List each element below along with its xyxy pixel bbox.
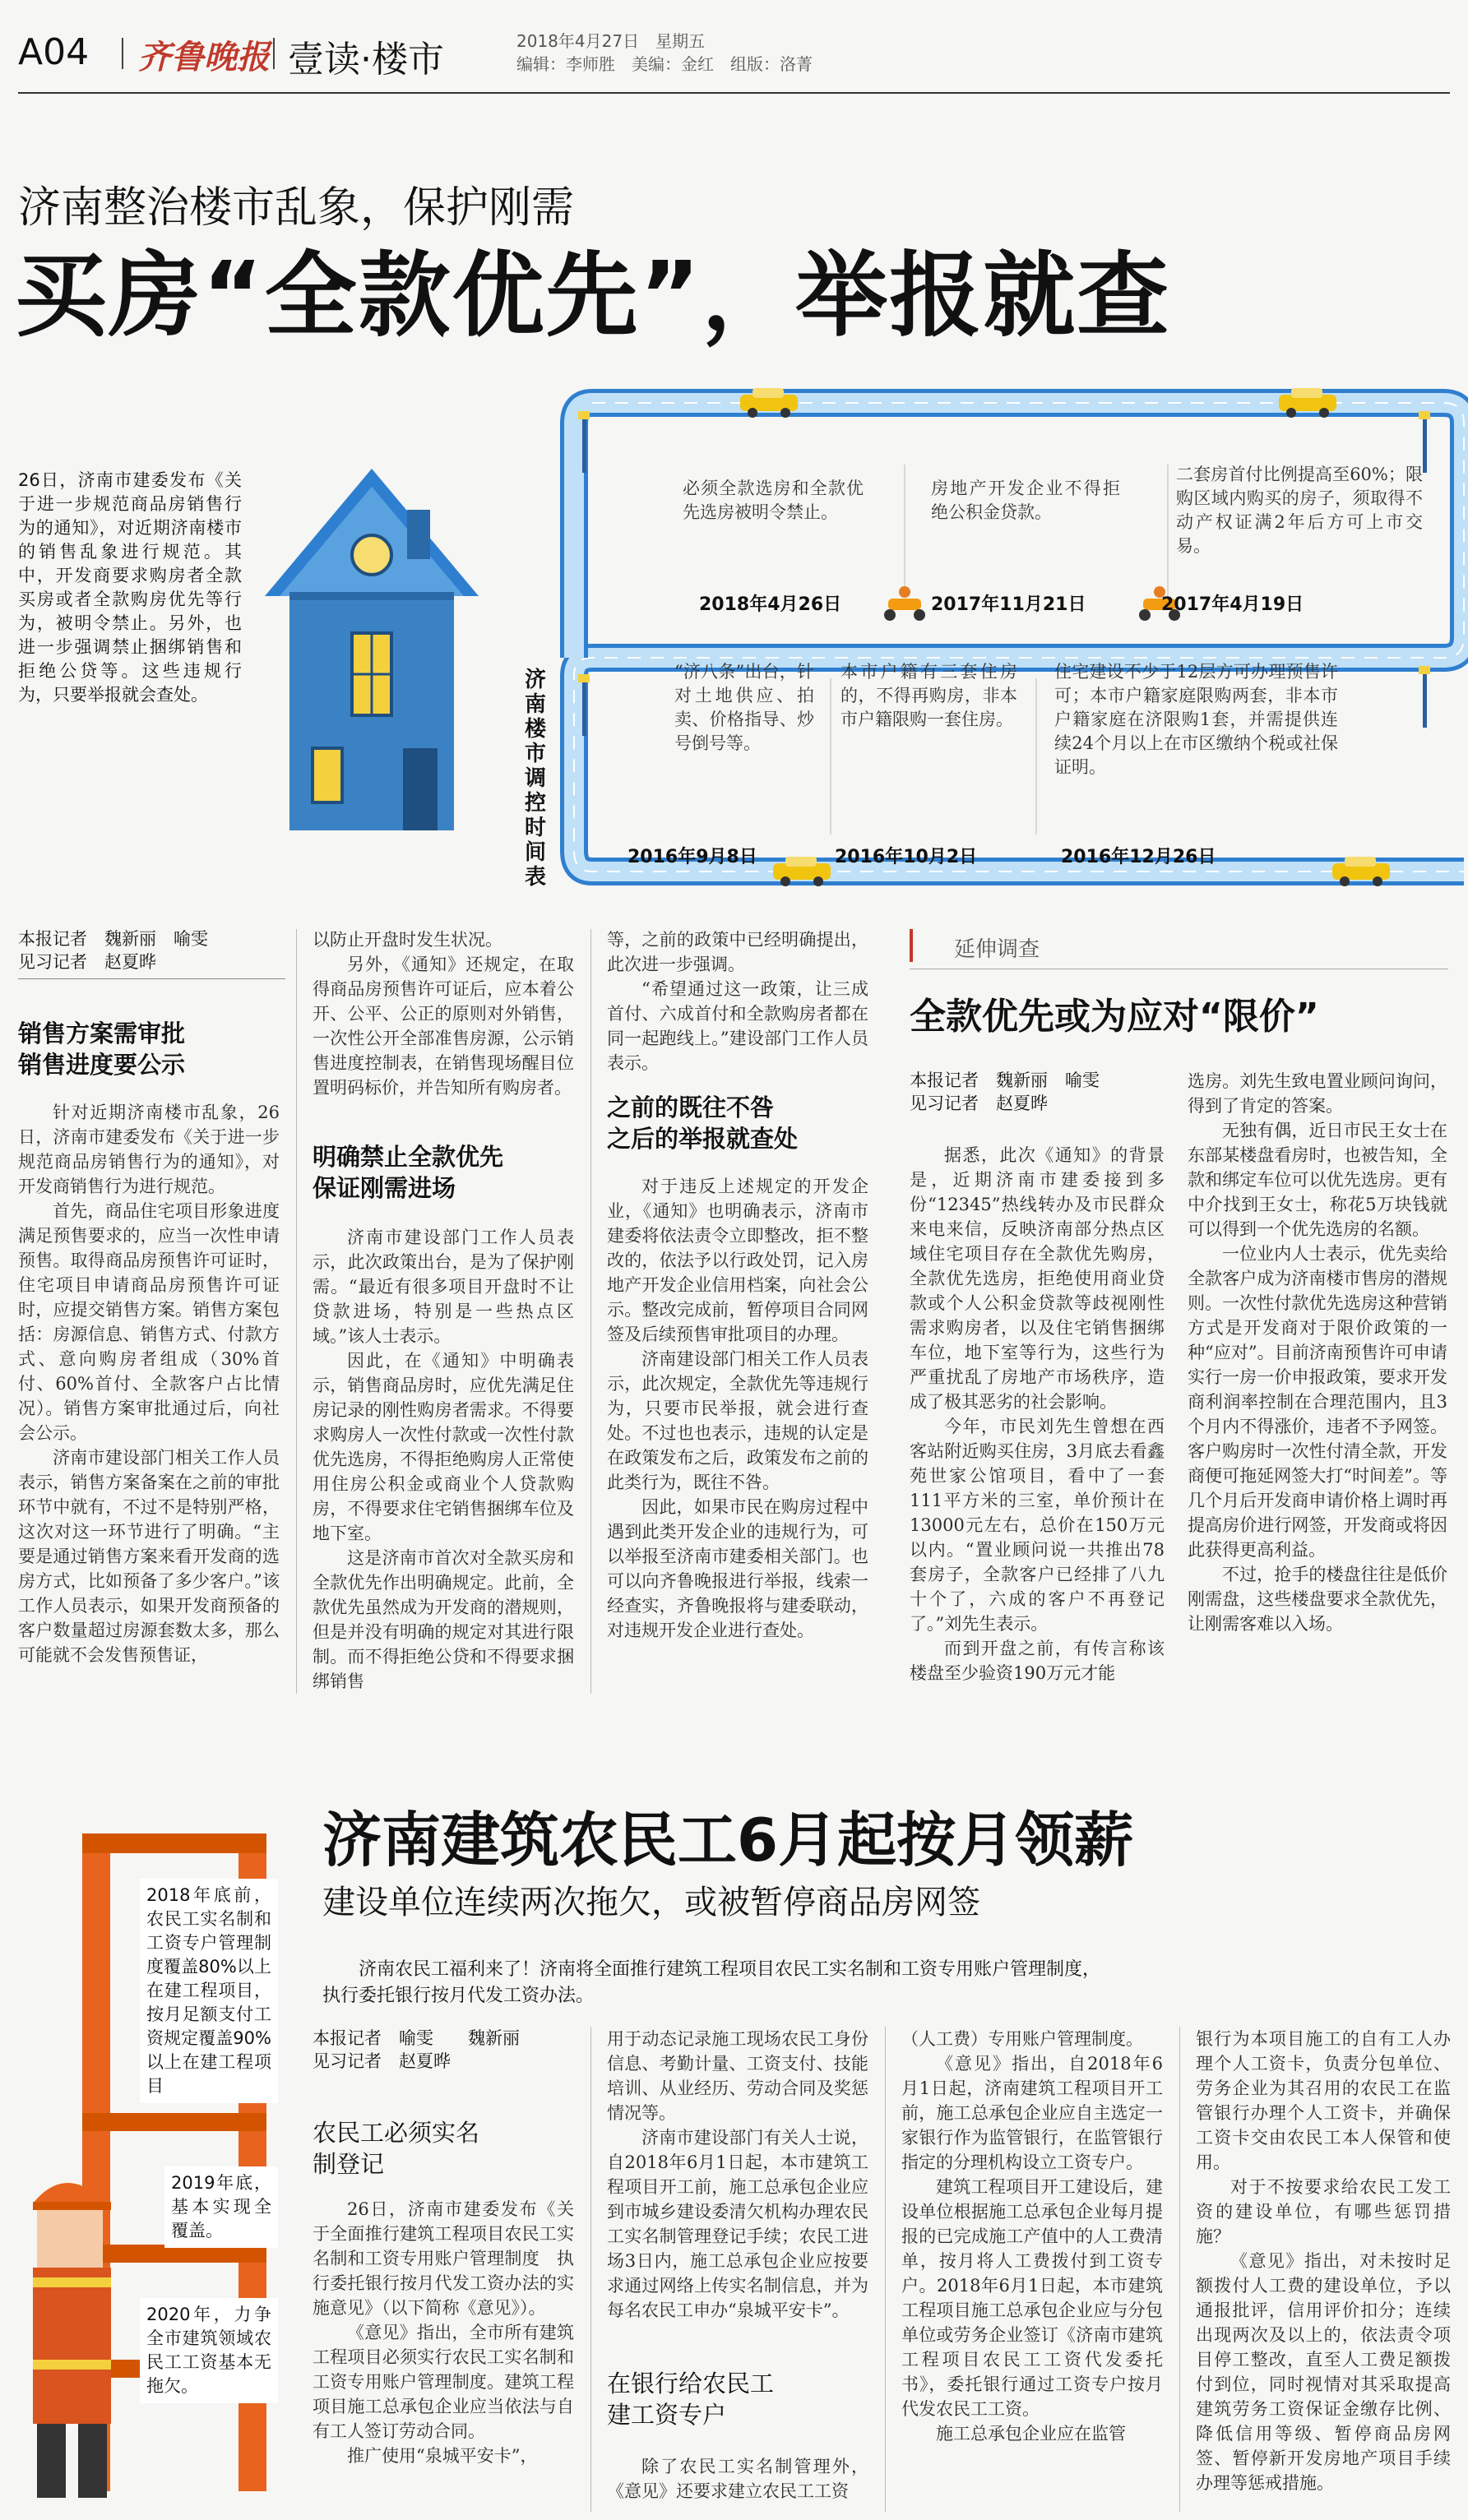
paragraph: 除了农民工实名制管理外，《意见》还要求建立农民工工资: [607, 2457, 868, 2501]
paragraph: 26日，济南市建委发布《关于全面推行建筑工程项目农民工实名制和工资专用账户管理制度 执行委托银行按月代发工资办法的实施意见》（以下简称《意见》）。: [313, 2199, 574, 2318]
timeline-text-6: 住宅建设不少于12层方可办理预售许可；本市户籍家庭限购两套，非本市户籍家庭在济限购1套，并需提供连续24个月以上在市区缴纳个税或社保证明。: [1054, 662, 1338, 777]
story1-subhead-2: 明确禁止全款优先 保证刚需进场: [313, 1143, 504, 1202]
paragraph: 《意见》指出，全市所有建筑工程项目必须实行农民工实名制和工资专用账户管理制度。建筑工程项目施工总承包企业应当依法与自有工人签订劳动合同。: [313, 2323, 574, 2441]
paragraph: 首先，商品住宅项目形象进度满足预售要求的，应当一次性申请预售。取得商品房预售许可证时，住宅项目申请商品房预售许可证时，应提交销售方案。销售方案包括：房源信息、销售方式、付款方式、意向购房者组成（30%首付、60%首付、全款客户占比情况）。销售方案审批通过后，向社会公示。: [18, 1201, 280, 1443]
paragraph: “希望通过这一政策，让三成首付、六成首付和全款购房者都在同一起跑线上。”建设部门工作人员表示。: [607, 979, 868, 1073]
story3-column-2: [607, 2027, 868, 2356]
story3-column-4: [1196, 2027, 1451, 2512]
scooter-icon: [884, 586, 925, 621]
page-number: A04: [18, 31, 90, 73]
timeline-date-1: 2018年4月26日: [699, 594, 842, 615]
story3-deck: 建设单位连续两次拖欠，或被暂停商品房网签: [322, 1884, 980, 1921]
story2-byline-2: 见习记者 赵夏晔: [910, 1094, 1048, 1113]
timeline-text-1: 必须全款选房和全款优先选房被明令禁止。: [683, 479, 864, 522]
hardhat-worker-icon: [33, 2183, 111, 2498]
column-divider: [296, 929, 297, 1694]
paragraph: 对于不按要求给农民工发工资的建设单位，有哪些惩罚措施？: [1196, 2177, 1451, 2246]
paragraph: 施工总承包企业应在监管: [936, 2424, 1126, 2444]
story3-caption-1: 2018年底前，农民工实名制和工资专户管理制度覆盖80%以上在建工程项目，按月足额支付工资规定覆盖90%以上在建工程项目: [140, 1879, 278, 2103]
story1-column-1: [18, 1100, 280, 1692]
story3-column-3: [901, 2027, 1163, 2512]
byline-rule: [18, 978, 285, 979]
timeline-date-5: 2016年10月2日: [835, 847, 978, 867]
header-divider-2: [273, 38, 275, 69]
story3-column-2b: [607, 2454, 868, 2512]
header-rule: [18, 92, 1450, 94]
timeline-date-6: 2016年12月26日: [1061, 847, 1216, 867]
column-divider: [590, 2027, 591, 2512]
timeline-text-5: 本市户籍有三套住房的，不得再购房，非本市户籍限购一套住房。: [841, 662, 1017, 729]
paragraph: 而到开盘之前，有传言称该楼盘至少验资190万元才能: [910, 1639, 1165, 1683]
paragraph: 这是济南市首次对全款买房和全款优先作出明确规定。此前，全款优先虽然成为开发商的潜规则，但是并没有明确的规定对其进行限制。而不得拒绝公贷和不得要求捆绑销售: [313, 1548, 574, 1691]
paragraph: 济南市建设部门有关人士说，自2018年6月1日起，本市建筑工程项目开工前，施工总承包企业应到市城乡建设委清欠机构办理农民工实名制管理登记手续；农民工进场3日内，施工总承包企业应按要求通过网络上传实名制信息，并为每名农民工申办“泉城平安卡”。: [607, 2128, 868, 2320]
story2-byline-1: 本报记者 魏新丽 喻雯: [910, 1070, 1100, 1090]
story1-column-3: [607, 927, 868, 1100]
paragraph: 不过，抢手的楼盘往往是低价刚需盘，这些楼盘要求全款优先，让刚需客难以入场。: [1188, 1565, 1447, 1634]
paragraph: 对于违反上述规定的开发企业，《通知》也明确表示，济南市建委将依法责令立即整改，拒不整改的，依法予以行政处罚，记入房地产开发企业信用档案，向社会公示。整改完成前，暂停项目合同网签及后续预售审批项目的办理。: [607, 1177, 868, 1344]
story3-column-1: [313, 2197, 574, 2509]
story3-caption-2: 2019年底，基本实现全覆盖。: [164, 2166, 278, 2248]
paragraph: 济南建设部门相关工作人员表示，此次规定，全款优先等违规行为，只要市民举报，就会进行查处。不过也也表示，违规的认定是在政策发布之后，政策发布之前的此类行为，既往不咎。: [607, 1349, 868, 1492]
paragraph: 因此，如果市民在购房过程中遇到此类开发企业的违规行为，可以举报至济南市建委相关部门。也可以向齐鲁晚报进行举报，线索一经查实，齐鲁晚报将与建委联动，对违规开发企业进行查处。: [607, 1497, 868, 1640]
header-editors: 编辑：李师胜 美编：金红 组版：洛菁: [516, 54, 813, 74]
timeline-date-3: 2017年4月19日: [1161, 594, 1304, 615]
story1-subhead-1: 销售方案需审批 销售进度要公示: [18, 1020, 186, 1079]
story3-byline-2: 见习记者 赵夏晔: [313, 2051, 451, 2071]
story3-subhead-1: 农民工必须实名 制登记: [313, 2119, 480, 2178]
paragraph: 因此，在《通知》中明确表示，销售商品房时，应优先满足住房记录的刚性购房者需求。不得要求购房人一次性付款或一次性付款优先选房，不得拒绝购房人正常使用住房公积金或商业个人贷款购房，不得要求住宅销售捆绑车位及地下室。: [313, 1351, 574, 1543]
paragraph: 选房。刘先生致电置业顾问询问，得到了肯定的答案。: [1188, 1071, 1447, 1116]
header-date: 2018年4月27日 星期五: [516, 31, 706, 51]
story1-kicker: 济南整治楼市乱象，保护刚需: [18, 183, 575, 233]
paragraph: 另外，《通知》还规定，在取得商品房预售许可证后，应本着公开、公平、公正的原则对外销售，一次性公开全部准售房源，公示销售进度控制表，在销售现场醒目位置明码标价，并告知所有购房者。: [313, 955, 574, 1098]
column-divider: [1179, 2027, 1180, 2512]
paragraph: 推广使用“泉城平安卡”，: [347, 2446, 538, 2466]
paragraph: 济南市建设部门工作人员表示，此次政策出台，是为了保护刚需。“最近有很多项目开盘时不让贷款进场，特别是一些热点区域。”该人士表示。: [313, 1228, 574, 1346]
timeline-date-2: 2017年11月21日: [931, 594, 1086, 615]
story2-tag-bar: [910, 929, 913, 962]
streetlamp-icon: [1419, 666, 1430, 728]
paragraph: 据悉，此次《通知》的背景是，近期济南市建委接到多份“12345”热线转办及市民群众来电来信，反映济南部分热点区域住宅项目存在全款优先购房，全款优先选房，拒绝使用商业贷款或个人公积金贷款等歧视刚性需求购房者，以及住宅销售捆绑车位，地下室等行为，这些行为严重扰乱了房地产市场秩序，造成了极其恶劣的社会影响。: [910, 1145, 1165, 1412]
column-divider: [590, 929, 591, 1694]
story3-headline: 济南建筑农民工6月起按月领薪: [322, 1806, 1134, 1875]
paragraph: 济南市建设部门相关工作人员表示，销售方案备案在之前的审批环节中就有，不过不是特别严格，这次对这一环节进行了明确。“主要是通过销售方案来看开发商的选房方式，比如预备了多少客户。”该工作人员表示，如果开发商预备的客户数量超过房源套数太多，那么可能就不会发售预售证，: [18, 1448, 280, 1665]
timeline-title: 济南楼市调控时间表: [525, 668, 547, 890]
paragraph: 用于动态记录施工现场农民工身份信息、考勤计量、工资支付、技能培训、从业经历、劳动合同及奖惩情况等。: [607, 2029, 868, 2123]
paragraph: （人工费）专用账户管理制度。: [901, 2029, 1143, 2049]
section-title: 壹读·楼市: [288, 39, 444, 81]
story1-column-2: [313, 927, 574, 1148]
house-illustration: [265, 469, 479, 830]
story3-caption-3: 2020年，力争全市建筑领域农民工工资基本无拖欠。: [140, 2298, 278, 2403]
paragraph: 以防止开盘时发生状况。: [313, 930, 502, 950]
story2-column-1: [910, 1143, 1165, 1702]
story2-column-2: [1188, 1069, 1447, 1702]
column-divider: [885, 2027, 886, 2512]
story3-subhead-2: 在银行给农民工 建工资专户: [607, 2370, 775, 2429]
timeline-text-3: 二套房首付比例提高至60%；限购区域内购买的房子，须取得不动产权证满2年后方可上市交易。: [1176, 465, 1423, 556]
story1-lead: 26日，济南市建委发布《关于进一步规范商品房销售行为的通知》，对近期济南楼市的销售乱象进行规范。其中，开发商要求购房者全款买房或者全款购房优先等行为，被明令禁止。另外，也进一步强调禁止捆绑销售和拒绝公贷等。这些违规行为，只要举报就会查处。: [18, 470, 242, 705]
paragraph: 《意见》指出，自2018年6月1日起，济南建筑工程项目开工前，施工总承包企业应自主选定一家银行作为监管银行，在监管银行指定的分理机构设立工资专户。: [901, 2054, 1163, 2172]
paragraph: 针对近期济南楼市乱象，26日，济南市建委发布《关于进一步规范商品房销售行为的通知》，对开发商销售行为进行规范。: [18, 1103, 280, 1196]
paragraph: 银行为本项目施工的自有工人办理个人工资卡，负责分包单位、劳务企业为其召用的农民工在监管银行办理个人工资卡，并确保工资卡交由农民工本人保管和使用。: [1196, 2029, 1451, 2172]
story2-tag: 延伸调查: [954, 937, 1040, 962]
paragraph: 《意见》指出，对未按时足额拨付人工费的建设单位，予以通报批评，信用评价扣分；连续出现两次及以上的，依法责令项目停工整改，直至人工费足额拨付到位，同时视情对其采取提高建筑劳务工资保证金缴存比例、降低信用等级、暂停商品房网签、暂停新开发房地产项目手续办理等惩戒措施。: [1196, 2251, 1451, 2493]
timeline-text-4: “济八条”出台，针对土地供应、拍卖、价格指导、炒号倒号等。: [674, 662, 814, 753]
story1-byline-2: 见习记者 赵夏晔: [18, 952, 156, 972]
timeline-text-2: 房地产开发企业不得拒绝公积金贷款。: [931, 479, 1120, 522]
paragraph: 一位业内人士表示，优先卖给全款客户成为济南楼市售房的潜规则。一次性付款优先选房这种营销方式是开发商对于限价政策的一种“应对”。目前济南预售许可申请实行一房一价申报政策，要求开发商利润率控制在合理范围内，且3个月内不得涨价，违者不予网签。客户购房时一次性付清全款，开发商便可拖延网签大打“时间差”。等几个月后开发商申请价格上调时再提高房价进行网签，开发商或将因此获得更高利益。: [1188, 1244, 1447, 1560]
story3-lead: 济南农民工福利来了！济南将全面推行建筑工程项目农民工实名制和工资专用账户管理制度，执行委托银行按月代发工资办法。: [322, 1959, 1101, 2006]
story1-column-2b: [313, 1225, 574, 1694]
story1-subhead-3: 之前的既往不咎 之后的举报就查处: [607, 1094, 799, 1153]
story1-headline: 买房“全款优先”，举报就查: [15, 243, 1171, 349]
story2-headline: 全款优先或为应对“限价”: [910, 996, 1319, 1038]
paper-logo: 齐鲁晚报: [138, 38, 270, 76]
paragraph: 今年，市民刘先生曾想在西客站附近购买住房，3月底去看鑫苑世家公馆项目，看中了一套111平方米的三室，单价预计在13000元左右，总价在150万元以内。“置业顾问说一共推出78套房子，全款客户已经排了八九十个了，六成的客户不再登记了。”刘先生表示。: [910, 1417, 1165, 1634]
story3-byline-1: 本报记者 喻雯 魏新丽: [313, 2028, 520, 2048]
timeline-date-4: 2016年9月8日: [627, 847, 757, 867]
paragraph: 建筑工程项目开工建设后，建设单位根据施工总承包企业每月提报的已完成施工产值中的人工费清单，按月将人工费拨付到工资专户。2018年6月1日起，本市建筑工程项目施工总承包企业应与分包单位或劳务企业签订《济南市建筑工程项目农民工工资代发委托书》，委托银行通过工资专户按月代发农民工工资。: [901, 2177, 1163, 2419]
story1-column-3b: [607, 1174, 868, 1694]
paragraph: 等，之前的政策中已经明确提出，此次进一步强调。: [607, 930, 868, 974]
story1-byline-1: 本报记者 魏新丽 喻雯: [18, 929, 208, 949]
paragraph: 无独有偶，近日市民王女士在东部某楼盘看房时，也被告知，全款和绑定车位可以优先选房。更有中介找到王女士，称花5万块钱就可以得到一个优先选房的名额。: [1188, 1121, 1447, 1239]
header-divider-1: [122, 38, 123, 69]
